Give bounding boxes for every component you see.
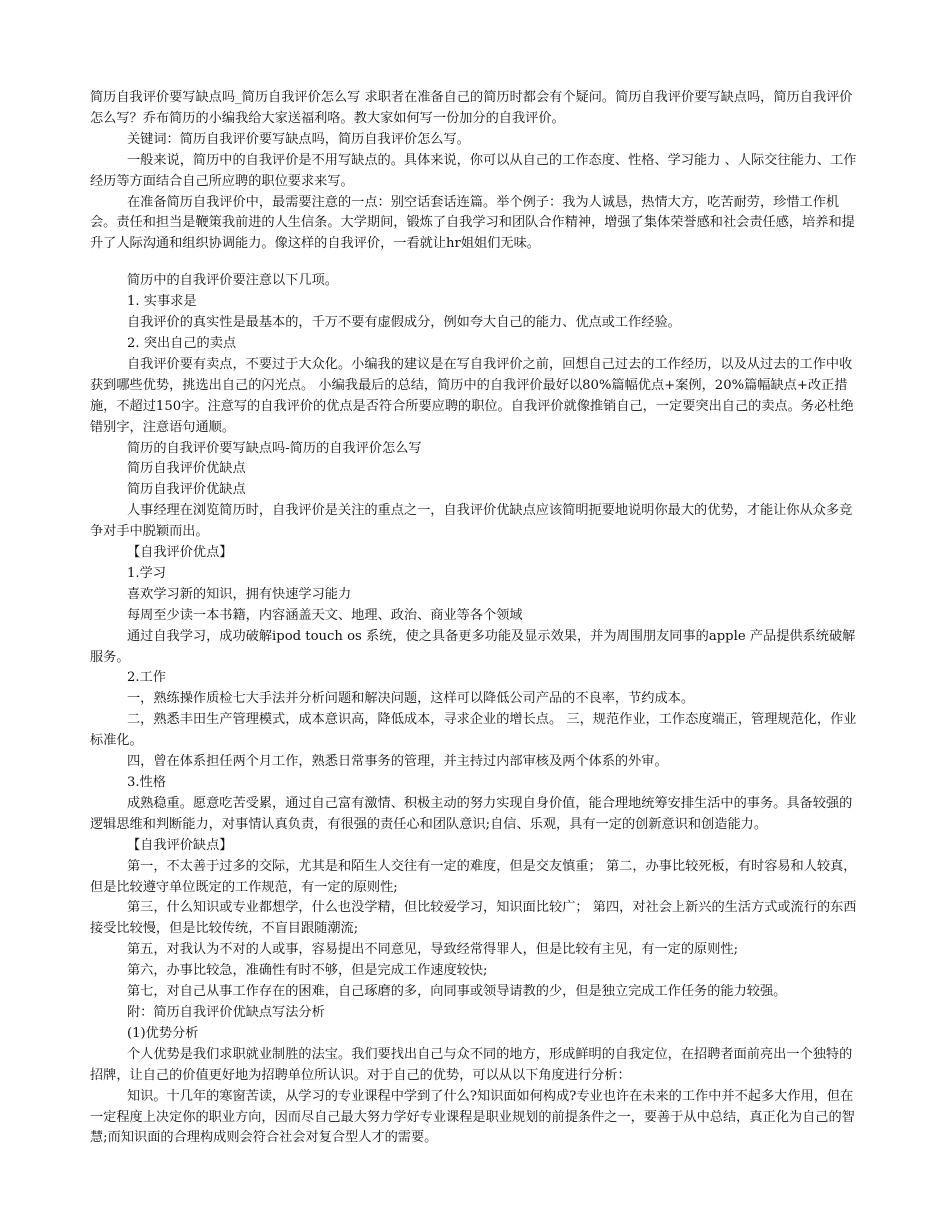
paragraph: 关键词：简历自我评价要写缺点吗，简历自我评价怎么写。 [127, 131, 470, 147]
paragraph: 简历的自我评价要写缺点吗-简历的自我评价怎么写 [127, 440, 422, 456]
paragraph: 自我评价的真实性是最基本的，千万不要有虚假成分，例如夸大自己的能力、优点或工作经验。 [127, 315, 681, 331]
paragraph: 一般来说，简历中的自我评价是不用写缺点的。具体来说，你可以从自己的工作态度、性格、学习能力 、人际交往能力、工作经历等方面结合自己所应聘的职位要求来写。 [90, 152, 857, 189]
paragraph: 简历中的自我评价要注意以下几项。 [127, 273, 338, 289]
paragraph: 四，曾在体系担任两个月工作，熟悉日常事务的管理，并主持过内部审核及两个体系的外审。 [127, 754, 668, 770]
paragraph: 【自我评价缺点】 [127, 837, 233, 853]
paragraph: 通过自我学习，成功破解ipod touch os 系统，使之具备更多功能及显示效果，并为周围朋友同事的apple 产品提供系统破解服务。 [90, 628, 856, 665]
paragraph: 2.工作 [127, 670, 166, 686]
paragraph-spacer [90, 255, 862, 271]
paragraph: 2. 突出自己的卖点 [127, 335, 237, 351]
paragraph: 3.性格 [127, 775, 166, 790]
paragraph: 简历自我评价要写缺点吗_简历自我评价怎么写 求职者在准备自己的简历时都会有个疑问。简历自我评价要写缺点吗，简历自我评价怎么写？乔布简历的小编我给大家送福利咯。教大家如何写一份加分的自我评价。 [90, 90, 853, 126]
paragraph: 第一，不太善于过多的交际，尤其是和陌生人交往有一定的难度，但是交友慎重； 第二，办事比较死板，有时容易和人较真，但是比较遵守单位既定的工作规范，有一定的原则性; [90, 858, 857, 895]
paragraph: 在准备简历自我评价中，最需要注意的一点：别空话套话连篇。举个例子：我为人诚恳，热情大方，吃苦耐劳，珍惜工作机会。责任和担当是鞭策我前进的人生信条。大学期间，锻炼了自我学习和团队合作精神，增强了集体荣誉感和社会责任感，培养和提升了人际沟通和组织协调能力。像这样的自我评价，一看就让hr姐姐们无味。 [90, 194, 855, 252]
paragraph: 第六，办事比较急，准确性有时不够，但是完成工作速度较快; [127, 963, 488, 979]
paragraph: 一，熟练操作质检七大手法并分析问题和解决问题，这样可以降低公司产品的不良率，节约成本。 [127, 691, 695, 707]
paragraph: 自我评价要有卖点，不要过于大众化。小编我的建议是在写自我评价之前，回想自己过去的工作经历，以及从过去的工作中收获到哪些优势，挑选出自己的闪光点。 小编我最后的总结，简历中的自我评价最好以80%篇幅优点+案例，20%篇幅缺点+改正措施，不超过150字。注意写的自我评价的优点是否符合所要应聘的职位。自我评价就像推销自己，一定要突出自己的卖点。务必杜绝错别字，注意语句通顺。 [90, 356, 854, 435]
paragraph: 每周至少读一本书籍，内容涵盖天文、地理、政治、商业等各个领域 [127, 607, 523, 623]
paragraph: 1. 实事求是 [127, 294, 197, 310]
paragraph: 喜欢学习新的知识，拥有快速学习能力 [127, 586, 352, 602]
paragraph: 知识。十几年的寒窗苦读，从学习的专业课程中学到了什么?知识面如何构成?专业也许在未来的工作中并不起多大作用，但在一定程度上决定你的职业方向，因而尽自己最大努力学好专业课程是职业规划的前提条件之一，要善于从中总结，真正化为自己的智慧;而知识面的合理构成则会符合社会对复合型人才的需要。 [90, 1088, 855, 1146]
paragraph: 第三，什么知识或专业都想学，什么也没学精，但比较爱学习，知识面比较广； 第四，对社会上新兴的生活方式或流行的东西接受比较慢，但是比较传统，不盲目跟随潮流; [90, 900, 857, 937]
paragraph: 二，熟悉丰田生产管理模式，成本意识高，降低成本，寻求企业的增长点。 三，规范作业，工作态度端正，管理规范化，作业标准化。 [90, 712, 857, 749]
paragraph: 第七，对自己从事工作存在的困难，自己琢磨的多，向同事或领导请教的少，但是独立完成工作任务的能力较强。 [127, 984, 787, 1000]
paragraph: 1.学习 [127, 565, 166, 581]
paragraph: 附：简历自我评价优缺点写法分析 [127, 1004, 325, 1020]
document-body [90, 88, 862, 1149]
paragraph: (1)优势分析 [127, 1025, 199, 1041]
paragraph: 人事经理在浏览简历时，自我评价是关注的重点之一，自我评价优缺点应该简明扼要地说明你最大的优势，才能让你从众多竞争对手中脱颖而出。 [90, 503, 853, 540]
paragraph: 第五，对我认为不对的人或事，容易提出不同意见，导致经常得罪人，但是比较有主见，有一定的原则性; [127, 942, 739, 958]
paragraph: 简历自我评价优缺点 [127, 482, 246, 498]
paragraph: 【自我评价优点】 [127, 545, 233, 561]
paragraph: 成熟稳重。愿意吃苦受累，通过自己富有激情、积极主动的努力实现自身价值，能合理地统筹安排生活中的事务。具备较强的逻辑思维和判断能力，对事情认真负责，有很强的责任心和团队意识;自信、乐观，具有一定的创新意识和创造能力。 [90, 795, 853, 832]
paragraph: 个人优势是我们求职就业制胜的法宝。我们要找出自己与众不同的地方，形成鲜明的自我定位，在招聘者面前亮出一个独特的招牌，让自己的价值更好地为招聘单位所认识。对于自己的优势，可以从以下角度进行分析： [90, 1046, 853, 1083]
paragraph: 简历自我评价优缺点 [127, 461, 246, 477]
